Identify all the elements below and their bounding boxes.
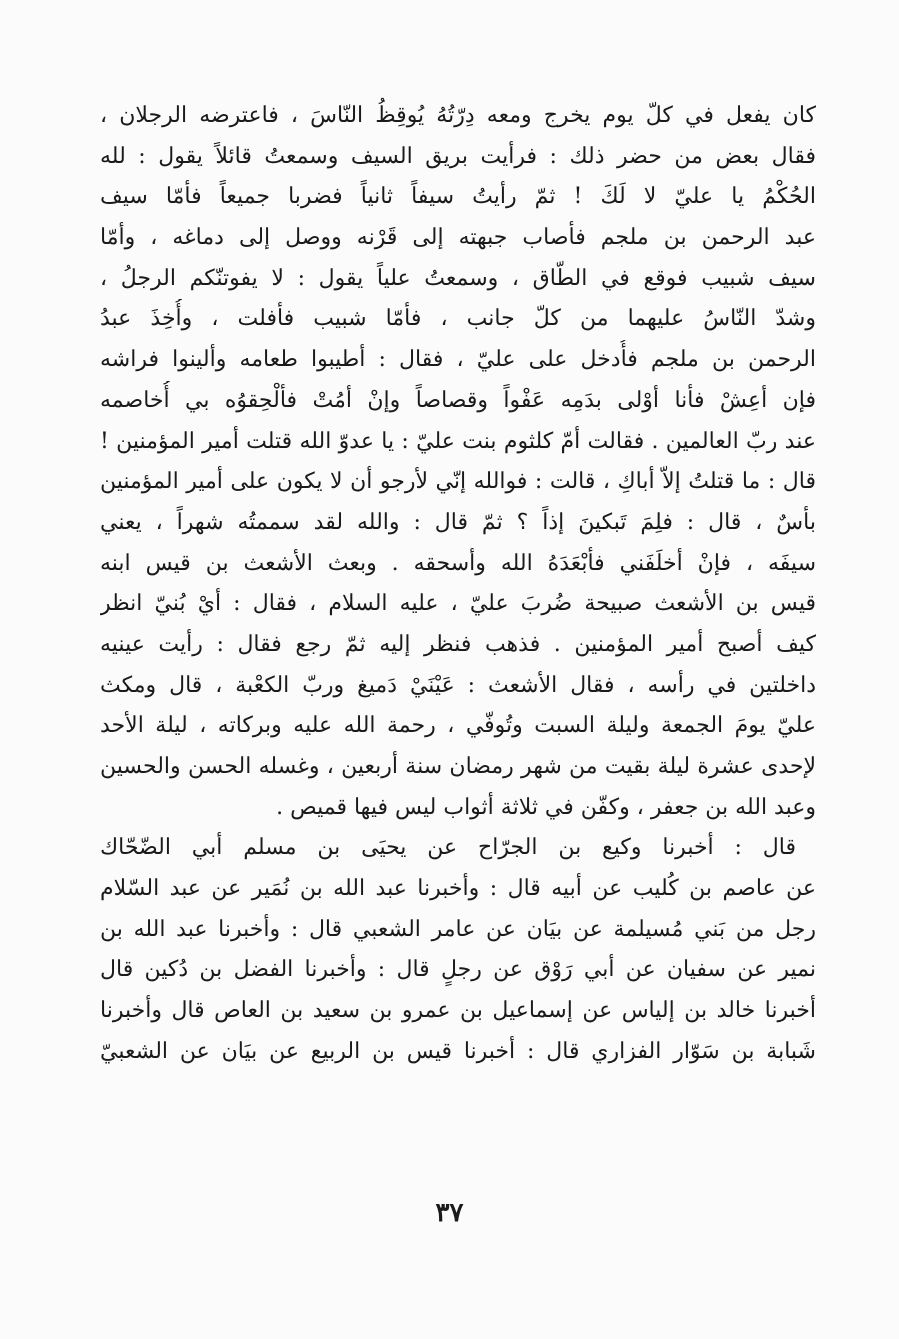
text-line: كان يفعل في كلّ يوم يخرج ومعه دِرّتُهُ يُوقِظُ النّاسَ ، فاعترضه الرجلان ، (100, 103, 816, 128)
text-line: قيس بن الأشعث صبيحة ضُربَ عليّ ، عليه السلام ، فقال : أيْ بُنيّ انظر (100, 591, 816, 617)
text-line: رجل من بَني مُسيلمة عن بيَان عن عامر الشعبي قال : وأخبرنا عبد الله بن (100, 916, 816, 942)
text-line: نمير عن سفيان عن أبي رَوْق عن رجلٍ قال : وأخبرنا الفضل بن دُكين قال (100, 957, 816, 983)
text-line: قال : أخبرنا وكيع بن الجرّاح عن يحيَى بن مسلم أبي الضّحّاك (100, 835, 796, 861)
text-line: شَبابة بن سَوّار الفزاري قال : أخبرنا قيس بن الربيع عن بيَان عن الشعبيّ (100, 1038, 816, 1064)
text-line: وعبد الله بن جعفر ، وكفّن في ثلاثة أثواب ليس فيها قميص . (276, 794, 816, 820)
text-line: عن عاصم بن كُليب عن أبيه قال : وأخبرنا عبد الله بن نُمَير عن عبد السّلام (100, 876, 816, 902)
text-line: سيف شبيب فوقع في الطّاق ، وسمعتُ علياً يقول : لا يفوتنّكم الرجلُ ، (100, 265, 816, 291)
paragraph-1 (100, 96, 816, 828)
text-line: سيفَه ، فإنْ أخلَفَني فأبْعَدَهُ الله وأسحقه . وبعث الأشعث بن قيس ابنه (100, 550, 816, 576)
text-line: الرحمن بن ملجم فأُدخل على عليّ ، فقال : أطيبوا طعامه وألينوا فراشه (100, 347, 816, 373)
text-line: أخبرنا خالد بن إلياس عن إسماعيل بن عمرو بن سعيد بن العاص قال وأخبرنا (100, 998, 816, 1024)
text-line: فقال بعض من حضر ذلك : فرأيت بريق السيف وسمعتُ قائلاً يقول : لله (100, 143, 816, 169)
page-body-text (100, 96, 816, 1073)
text-line: داخلتين في رأسه ، فقال الأشعث : عَيْنَيْ دَميغ وربّ الكعْبة ، قال ومكث (100, 672, 816, 698)
text-line: كيف أصبح أمير المؤمنين . فذهب فنظر إليه ثمّ رجع فقال : رأيت عينيه (100, 631, 816, 657)
text-line: عبد الرحمن بن ملجم فأصاب جبهته إلى قَرْنه ووصل إلى دماغه ، وأمّا (100, 225, 816, 251)
text-line: الحُكْمُ يا عليّ لا لَكَ ! ثمّ رأيتُ سيفاً ثانياً فضربا جميعاً فأمّا سيف (100, 184, 816, 210)
text-line: لإحدى عشرة ليلة بقيت من شهر رمضان سنة أربعين ، وغسله الحسن والحسين (100, 754, 816, 779)
text-line: بأسٌ ، قال : فلِمَ تَبكينَ إذاً ؟ ثمّ قال : والله لقد سممتُه شهراً ، يعني (100, 509, 816, 535)
text-line: قال : ما قتلتُ إلاّ أباكِ ، قالت : فوالله إنّي لأرجو أن لا يكون على أمير المؤمنين (100, 469, 816, 495)
text-line: عليّ يومَ الجمعة وليلة السبت وتُوفّي ، رحمة الله عليه وبركاته ، ليلة الأحد (100, 713, 816, 739)
paragraph-2 (100, 828, 816, 1072)
text-line: عند ربّ العالمين . فقالت أمّ كلثوم بنت عليّ : يا عدوّ الله قتلت أمير المؤمنين ! (100, 428, 816, 454)
text-line: فإن أعِشْ فأنا أوْلى بدَمِه عَفْواً وقصاصاً وإنْ أمُتْ فألْحِقوُه بي أُخاصمه (100, 387, 816, 413)
page-number: ٣٧ (435, 1198, 464, 1228)
text-line: وشدّ النّاسُ عليهما من كلّ جانب ، فأمّا شبيب فأفلت ، وأُخِذَ عبدُ (100, 306, 816, 332)
